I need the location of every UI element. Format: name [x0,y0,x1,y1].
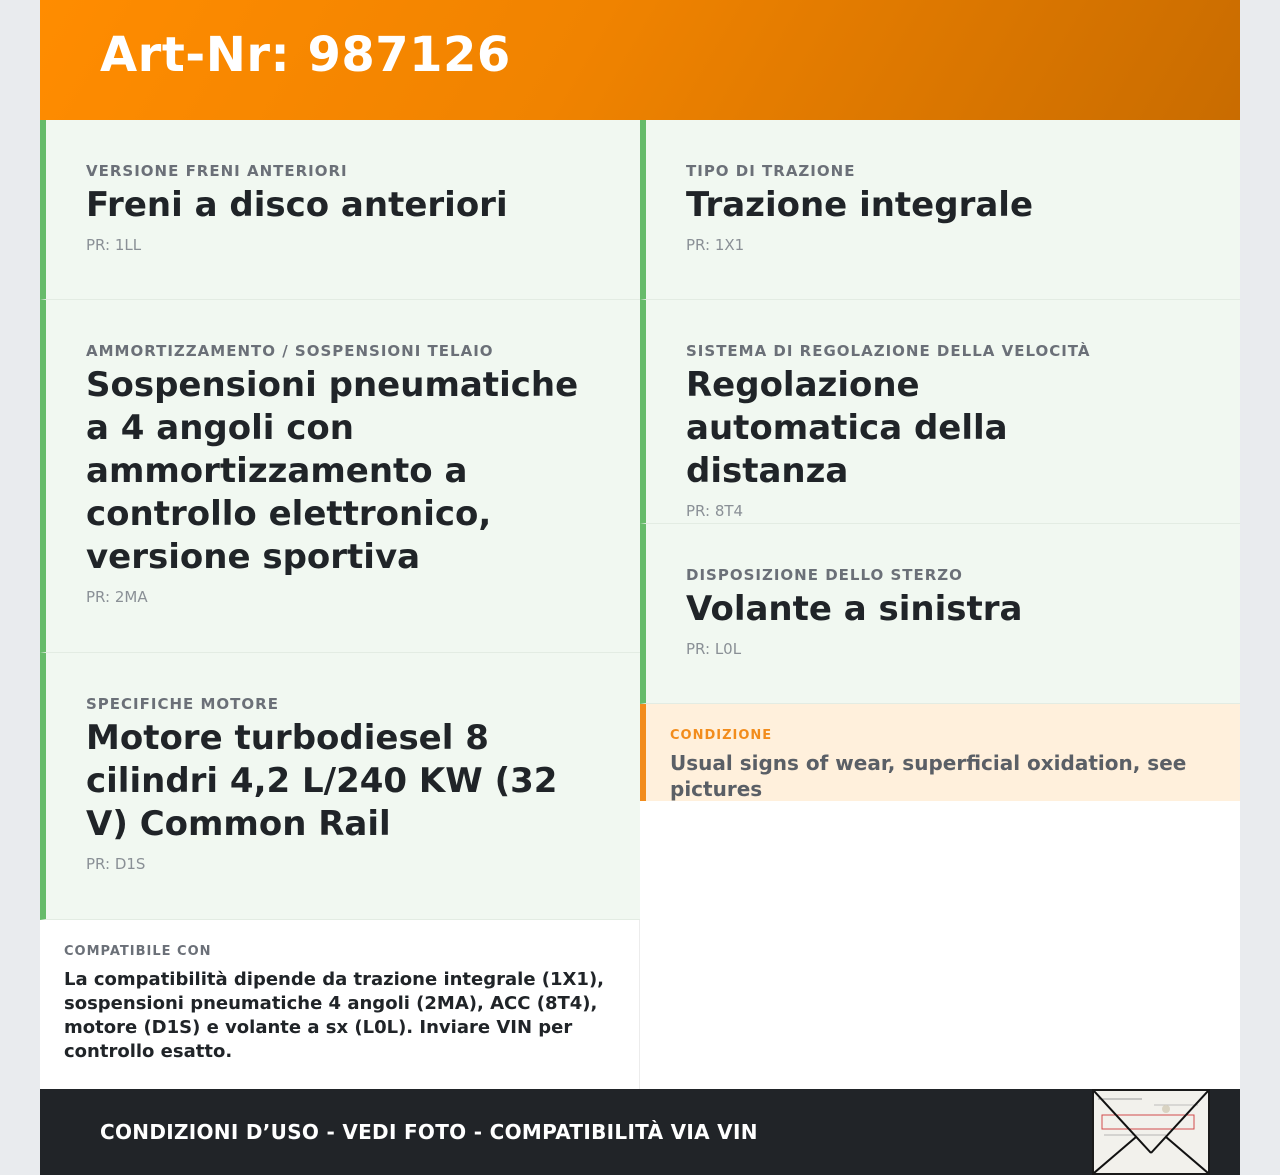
spec-pr-code: PR: D1S [86,855,146,873]
spec-value: Trazione integrale [686,185,1034,225]
header-banner [40,0,1240,120]
spec-front-brakes [40,120,640,300]
spec-pr-code: PR: 1X1 [686,236,745,254]
spec-label: VERSIONE FRENI ANTERIORI [86,162,348,180]
condition-label: CONDIZIONE [670,728,773,743]
product-sheet [40,0,1240,1175]
spec-label: SPECIFICHE MOTORE [86,695,279,713]
footer-text: CONDIZIONI D’USO - VEDI FOTO - COMPATIBILITÀ VIA VIN [100,1120,758,1144]
label-photo-thumbnail[interactable] [1092,1089,1210,1175]
spec-value: Volante a sinistra [686,589,1023,629]
spec-value: Sospensioni pneumatiche a 4 angoli con ammortizzamento a controllo elettronico, versione sportiva [86,365,579,577]
condition-text: Usual signs of wear, superficial oxidation, see pictures [670,751,1187,801]
spec-drivetrain [640,120,1240,300]
spec-value: Motore turbodiesel 8 cilindri 4,2 L/240 KW (32 V) Common Rail [86,718,558,844]
article-number: Art-Nr: 987126 [100,27,511,83]
spec-pr-code: PR: 1LL [86,236,142,254]
spec-label: TIPO DI TRAZIONE [686,162,856,180]
spec-value: Freni a disco anteriori [86,185,508,225]
footer-bar [40,1089,1240,1175]
condition-box [640,704,1240,801]
spec-suspension [40,300,640,653]
label-photo-icon [1094,1091,1208,1173]
spec-label: SISTEMA DI REGOLAZIONE DELLA VELOCITÀ [686,342,1091,360]
spec-label: AMMORTIZZAMENTO / SOSPENSIONI TELAIO [86,342,494,360]
compatibility-label: COMPATIBILE CON [64,944,212,959]
spec-label: DISPOSIZIONE DELLO STERZO [686,566,963,584]
spec-pr-code: PR: L0L [686,640,742,658]
spec-cruise-control [640,300,1240,524]
spec-pr-code: PR: 8T4 [686,502,744,520]
spec-steering [640,524,1240,704]
spec-pr-code: PR: 2MA [86,588,148,606]
spec-engine [40,653,640,920]
spec-value: Regolazione automatica della distanza [686,365,1008,491]
compatibility-box [40,920,640,1089]
compatibility-text: La compatibilità dipende da trazione integrale (1X1), sospensioni pneumatiche 4 angoli (2MA), ACC (8T4), motore (D1S) e volante a sx (L0L). Inviare VIN per controllo esatto. [64,969,605,1062]
